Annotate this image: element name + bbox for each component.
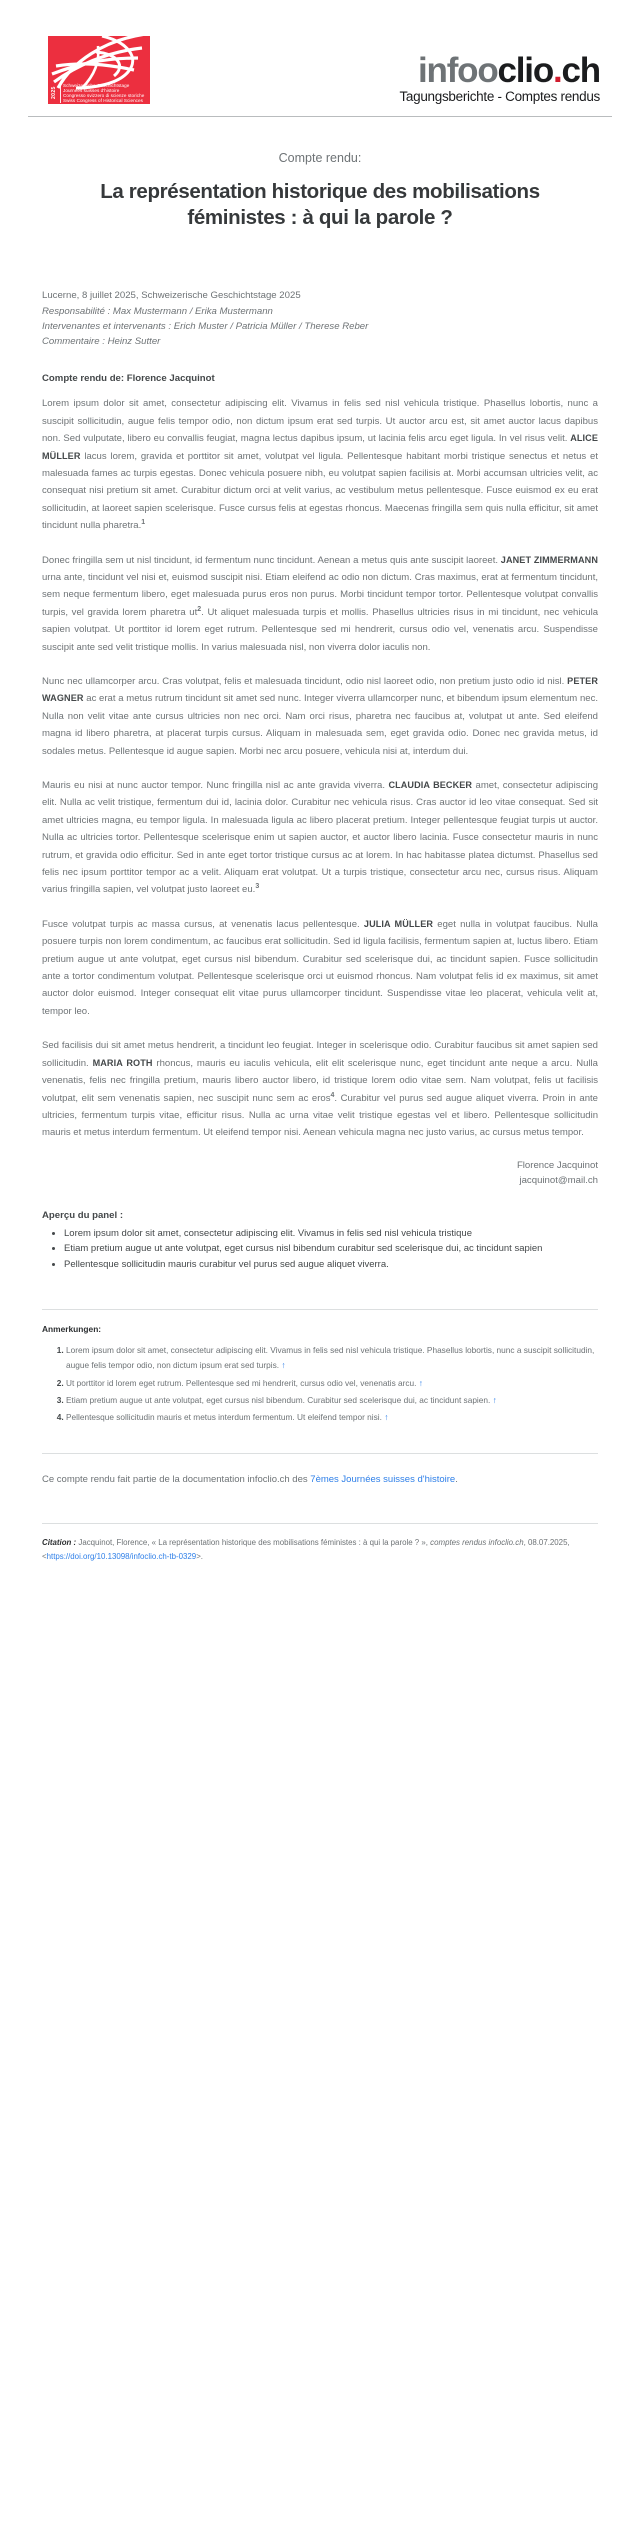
doi-link[interactable]: https://doi.org/10.13098/infoclio.ch-tb-0329	[46, 1551, 197, 1561]
panel-overview	[0, 1188, 640, 1272]
logo-names	[63, 83, 144, 103]
speaker-name: ALICE MÜLLER	[42, 433, 598, 461]
note-item	[66, 1393, 598, 1408]
panel-overview-title: Aperçu du panel :	[42, 1209, 124, 1221]
brand-part-o: o	[477, 51, 498, 90]
footnote-marker[interactable]: 2	[197, 605, 202, 613]
note-backlink-icon[interactable]: ↑	[492, 1394, 497, 1405]
footnote-marker[interactable]: 1	[141, 518, 146, 526]
speaker-name: MARIA ROTH	[92, 1057, 153, 1068]
note-backlink-icon[interactable]: ↑	[418, 1377, 424, 1388]
paragraph-text: . Ut aliquet malesuada turpis et mollis. Phasellus ultricies risus in mi tincidunt, nec vehicula sapien volutpat. Ut porttitor id lorem eget rutrum. Pellentesque sed mi hendrerit, cursus odio vel, venenatis arcu. Suspendisse suscipit ante sed velit tristique mollis. In varius malesuada nisl, non viverra dolor iaculis non.	[42, 606, 599, 653]
panel-list	[42, 1227, 598, 1272]
body-paragraph	[42, 777, 598, 899]
logo-line-fr: Journées suisses d'histoire	[63, 88, 120, 93]
footer-divider	[42, 1453, 598, 1454]
paragraph-text: . Curabitur vel purus sed augue aliquet viverra. Proin in ante ultricies, fermentum turpis vitae, efficitur risus. Nulla ac urna vitae velit tristique egestas vel et libero. Pellentesque sollicitudin mauris et metus interdum fermentum. Ut eleifend tempor nisi. Aenean vehicula magna nec justo varius, ac cursus metus tempor.	[42, 1092, 598, 1139]
paragraph-text: eget nulla in volutpat faucibus. Nulla posuere turpis non lorem condimentum, ac faucibus erat sollicitudin. Sed id ligula facilisis, fermentum sapien at, luctus libero. Etiam pretium augue ut ante volutpat, eget cursus nisl bibendum. Curabitur sed scelerisque dui, ac tincidunt sapien. Fusce sollicitudin ante a tortor condimentum volutpat. Pellentesque scelerisque orci ut euismod rhoncus. Nam volutpat felis id ex maximus, sit amet auctor dolor euismod. Integer consequat elit vitae purus ullamcorper tincidunt. Suspendisse vitae leo placerat, vehicula velit at, tempor leo.	[42, 918, 598, 1017]
note-text: Pellentesque sollicitudin mauris et metus interdum fermentum. Ut eleifend tempor nisi.	[66, 1412, 382, 1423]
panel-list-item: • Etiam pretium augue ut ante volutpat, eget cursus nisl bibendum curabitur sed scelerisque dui, ac tincidunt sapien	[64, 1242, 598, 1256]
brand-part-dot: .	[553, 51, 562, 90]
brand-subtitle: Tagungsberichte - Comptes rendus	[399, 89, 600, 104]
footer-note-prefix: Ce compte rendu fait partie de la documentation infoclio.ch des	[42, 1474, 311, 1486]
report-byline: Compte rendu de: Florence Jacquinot	[42, 373, 215, 385]
note-backlink-icon[interactable]: ↑	[281, 1360, 286, 1371]
note-text: Lorem ipsum dolor sit amet, consectetur adipiscing elit. Vivamus in felis sed nisl vehicula tristique. Phasellus lobortis, nunc a suscipit sollicitudin, augue felis tempor odio, non dictum ipsum erat sed turpis.	[66, 1344, 595, 1371]
paragraph-text: urna ante, tincidunt vel nisi et, euismod suscipit nisi. Etiam eleifend ac odio non dictum. Cras maximus, erat at fermentum tincidunt, sem neque fermentum libero, eget malesuada purus eros non purus. Morbi tincidunt tempor tortor. Pellentesque volutpat convallis turpis, vel gravida lorem pharetra ut	[42, 571, 598, 618]
body-paragraph	[42, 916, 598, 1020]
body-paragraph	[42, 552, 598, 656]
brand-part-info: info	[417, 51, 478, 90]
note-text: Etiam pretium augue ut ante volutpat, eget cursus nisl bibendum. Curabitur sed scelerisque dui, ac tincidunt sapien.	[66, 1394, 491, 1405]
speaker-name: JULIA MÜLLER	[363, 918, 434, 929]
congress-logo	[48, 36, 150, 104]
brand-wordmark	[399, 51, 600, 90]
page-footer	[0, 1427, 640, 1563]
signature-email: jacquinot@mail.ch	[519, 1174, 598, 1186]
event-metadata	[0, 244, 640, 349]
citation-text-before: Jacquinot, Florence, « La représentation historique des mobilisations féministes : à qui la parole ? »,	[76, 1537, 431, 1547]
speaker-name: CLAUDIA BECKER	[388, 780, 473, 790]
paragraph-text: Lorem ipsum dolor sit amet, consectetur adipiscing elit. Vivamus in felis sed nisl vehicula tristique. Phasellus lobortis, nunc a suscipit sollicitudin, augue felis tempor odio, non dictum ipsum erat sed turpis. Ut auctor arcu est, sit amet auctor lacus dapibus non. Sed vulputate, libero eu convallis feugiat, magna lectus dapibus ipsum, ut lacinia felis arcu eget ligula. In vel risus velit.	[42, 398, 598, 445]
meta-place-date: Lucerne, 8 juillet 2025, Schweizerische Geschichtstage 2025	[42, 290, 301, 302]
logo-line-it: Congresso svizzero di scienze storiche	[63, 93, 145, 98]
notes-list	[42, 1343, 598, 1425]
speaker-name: JANET ZIMMERMANN	[500, 554, 598, 565]
notes-title: Anmerkungen:	[42, 1323, 102, 1334]
note-text: Ut porttitor id lorem eget rutrum. Pellentesque sed mi hendrerit, cursus odio vel, venenatis arcu.	[66, 1377, 417, 1388]
paragraph-text: Fusce volutpat turpis ac massa cursus, at venenatis lacus pellentesque.	[42, 918, 364, 930]
body-paragraph	[42, 673, 598, 760]
logo-line-de: Schweizerische Geschichtstage	[63, 83, 130, 88]
body-paragraph	[42, 1037, 598, 1141]
panel-list-item: • Lorem ipsum dolor sit amet, consectetur adipiscing elit. Vivamus in felis sed nisl vehicula tristique	[64, 1227, 598, 1241]
body-paragraph	[42, 395, 598, 534]
paragraph-text: Nunc nec ullamcorper arcu. Cras volutpat, felis et malesuada tincidunt, odio nisl laoreet odio, non pretium justo odio id nisl.	[42, 675, 568, 687]
paragraph-text: Mauris eu nisi at nunc auctor tempor. Nunc fringilla nisl ac ante gravida viverra.	[42, 780, 389, 791]
documentation-note	[42, 1472, 598, 1489]
speaker-name: PETER WAGNER	[42, 675, 598, 704]
title-kicker: Compte rendu:	[278, 151, 362, 165]
footnote-marker[interactable]: 3	[255, 883, 260, 891]
page-title: La représentation historique des mobilisations féministes : à qui la parole ?	[100, 179, 540, 229]
paragraph-container	[42, 395, 598, 1141]
meta-responsibility: Responsabilité : Max Mustermann / Erika Mustermann	[42, 305, 273, 317]
logo-caption	[51, 83, 144, 103]
note-item	[66, 1376, 598, 1391]
paragraph-text: Donec fringilla sem ut nisl tincidunt, id fermentum nunc tincidunt. Aenean a metus quis ante suscipit laoreet.	[42, 554, 501, 566]
paragraph-text: lacus lorem, gravida et porttitor sit amet, volutpat vel ligula. Pellentesque habitant morbi tristique senectus et netus et malesuada fames ac turpis egestas. Donec vehicula posuere nibh, eu volutpat sapien facilisis at. Morbi accumsan ultricies velit, ac consequat nisi pretium sit amet. Curabitur dictum orci at velit varius, ac vestibulum metus pellentesque. Fusce euismod ex eu erat sollicitudin, at laoreet sapien scelerisque. Fusce cursus felis at egestas rhoncus. Maecenas fringilla sem quis nulla efficitur, sit amet tincidunt nulla pharetra.	[42, 450, 598, 532]
footnote-marker[interactable]: 4	[330, 1091, 335, 1099]
title-block	[0, 117, 640, 231]
signature-name: Florence Jacquinot	[516, 1159, 598, 1171]
logo-year: 2025	[51, 86, 57, 100]
panel-list-item: • Pellentesque sollicitudin mauris curabitur vel purus sed augue aliquet viverra.	[64, 1258, 598, 1272]
logo-line-en: Swiss Congress of Historical Sciences	[63, 98, 143, 103]
logo-divider	[60, 83, 61, 103]
footer-note-suffix: .	[455, 1474, 458, 1486]
citation-source: comptes rendus infoclio.ch	[430, 1537, 524, 1547]
paragraph-text: rhoncus, mauris eu iaculis vehicula, elit elit scelerisque nunc, eget tincidunt ante neque a arcu. Nulla venenatis, felis nec fringilla pretium, mauris libero auctor libero, id tristique lorem odio vitae sem. Nam volutpat, felis ut facilisis volutpat, elit sem venenatis sapien, nec suscipit nunc sem ac eros	[42, 1057, 598, 1104]
infoclio-brand	[399, 51, 612, 104]
report-body	[0, 349, 640, 1141]
paragraph-text: Sed facilisis dui sit amet metus hendrerit, a tincidunt leo feugiat. Integer in scelerisque odio. Curabitur faucibus sit amet sapien sed sollicitudin.	[42, 1040, 598, 1069]
citation-block	[42, 1523, 598, 1563]
note-item	[66, 1410, 598, 1425]
note-backlink-icon[interactable]: ↑	[384, 1412, 389, 1423]
notes-section	[0, 1273, 640, 1425]
brand-part-ch: ch	[561, 51, 600, 90]
paragraph-text: ac erat a metus rutrum tincidunt sit amet sed nunc. Integer viverra ullamcorper nunc, et bibendum ipsum elementum nec. Nulla non velit vitae ante cursus ultricies non nec orci. Nam orci risus, pharetra nec faucibus at, volutpat ut ante. Sed eleifend magna id libero pharetra, at placerat turpis cursus. Aliquam in malesuada sem, eget gravida odio. Donec nec gravida metus, id sodales metus. Pellentesque id augue sapien. Morbi nec arcu posuere, vehicula nisi at, interdum dui.	[42, 693, 598, 757]
meta-speakers: Intervenantes et intervenants : Erich Muster / Patricia Müller / Therese Reber	[42, 320, 369, 332]
meta-commentary: Commentaire : Heinz Sutter	[42, 336, 161, 348]
citation-date: , 08.07.2025, <	[42, 1537, 570, 1561]
notes-divider	[42, 1309, 598, 1310]
author-signature	[0, 1142, 640, 1188]
note-item	[66, 1343, 598, 1374]
brand-part-clio: clio	[497, 51, 554, 90]
paragraph-text: amet, consectetur adipiscing elit. Nulla ac velit tristique, fermentum dui id, lacinia dolor. Curabitur nec vehicula risus. Cras auctor id leo vitae consequat. Sed sit amet ultricies magna, eu tempor ligula. In malesuada ligula ac libero placerat pretium. Integer pellentesque feugiat turpis ut auctor. Nulla ac ultricies tortor. Pellentesque scelerisque enim ut sapien auctor, et auctor libero lacinia. Fusce consectetur mauris in nunc rutrum, et gravida odio efficitur. Sed in ante eget tortor tristique cursus ac at lorem. In hac habitasse platea dictumst. Phasellus sed felis nec ipsum porttitor tempor ac a velit. Aliquam erat volutpat. Ut a turpis tristique, consectetur arcu nec, cursus risus. Aliquam varius fringilla sapien, vel volutpat justo laoreet eu.	[42, 780, 599, 896]
page-header	[0, 0, 640, 104]
journees-suisses-link[interactable]: 7èmes Journées suisses d'histoire	[310, 1474, 456, 1486]
logo-swirl-graphic	[48, 36, 150, 90]
citation-label: Citation :	[42, 1537, 77, 1547]
citation-text-after: >.	[196, 1551, 204, 1561]
